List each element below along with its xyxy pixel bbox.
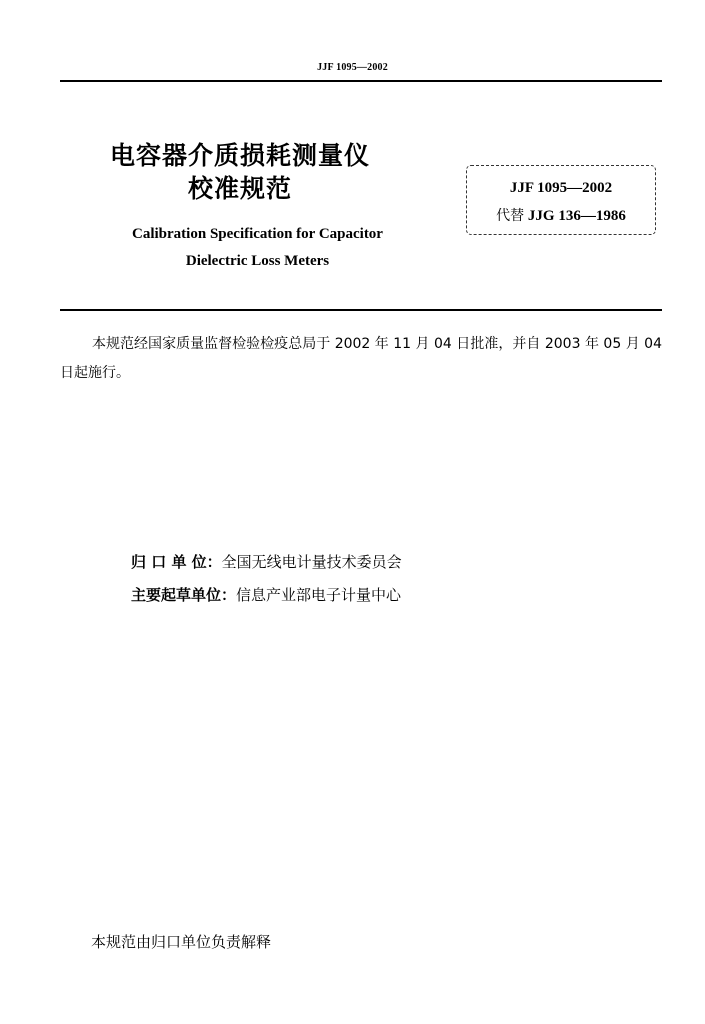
responsible-unit-row (131, 551, 402, 572)
running-header: JJF 1095—2002 (317, 62, 388, 73)
drafting-unit-value: 信息产业部电子计量中心 (236, 586, 402, 604)
responsible-unit-label: 归 口 单 位： (131, 553, 222, 571)
code-box-replaces (467, 205, 655, 225)
responsible-unit-value: 全国无线电计量技术委员会 (221, 553, 402, 571)
replaces-code: JJG 136—1986 (527, 208, 626, 224)
title-cn-line1: 电容器介质损耗测量仪 (109, 141, 370, 170)
drafting-unit-label: 主要起草单位： (131, 586, 237, 604)
code-box-code: JJF 1095—2002 (509, 180, 613, 196)
header-rule (60, 80, 662, 82)
replaces-prefix: 代替 (496, 208, 525, 224)
section-rule (60, 309, 662, 311)
approval-statement: 本规范经国家质量监督检验检疫总局于 2002 年 11 月 04 日批准，并自 2003 年 05 月 04 日起施行。 (60, 336, 662, 381)
title-en-line2: Dielectric Loss Meters (185, 253, 330, 269)
interpretation-note: 本规范由归口单位负责解释 (91, 933, 272, 951)
drafting-unit-row (131, 584, 401, 605)
title-en-line1: Calibration Specification for Capacitor (132, 226, 383, 242)
code-box (466, 165, 656, 235)
title-cn-line2: 校准规范 (187, 174, 292, 203)
